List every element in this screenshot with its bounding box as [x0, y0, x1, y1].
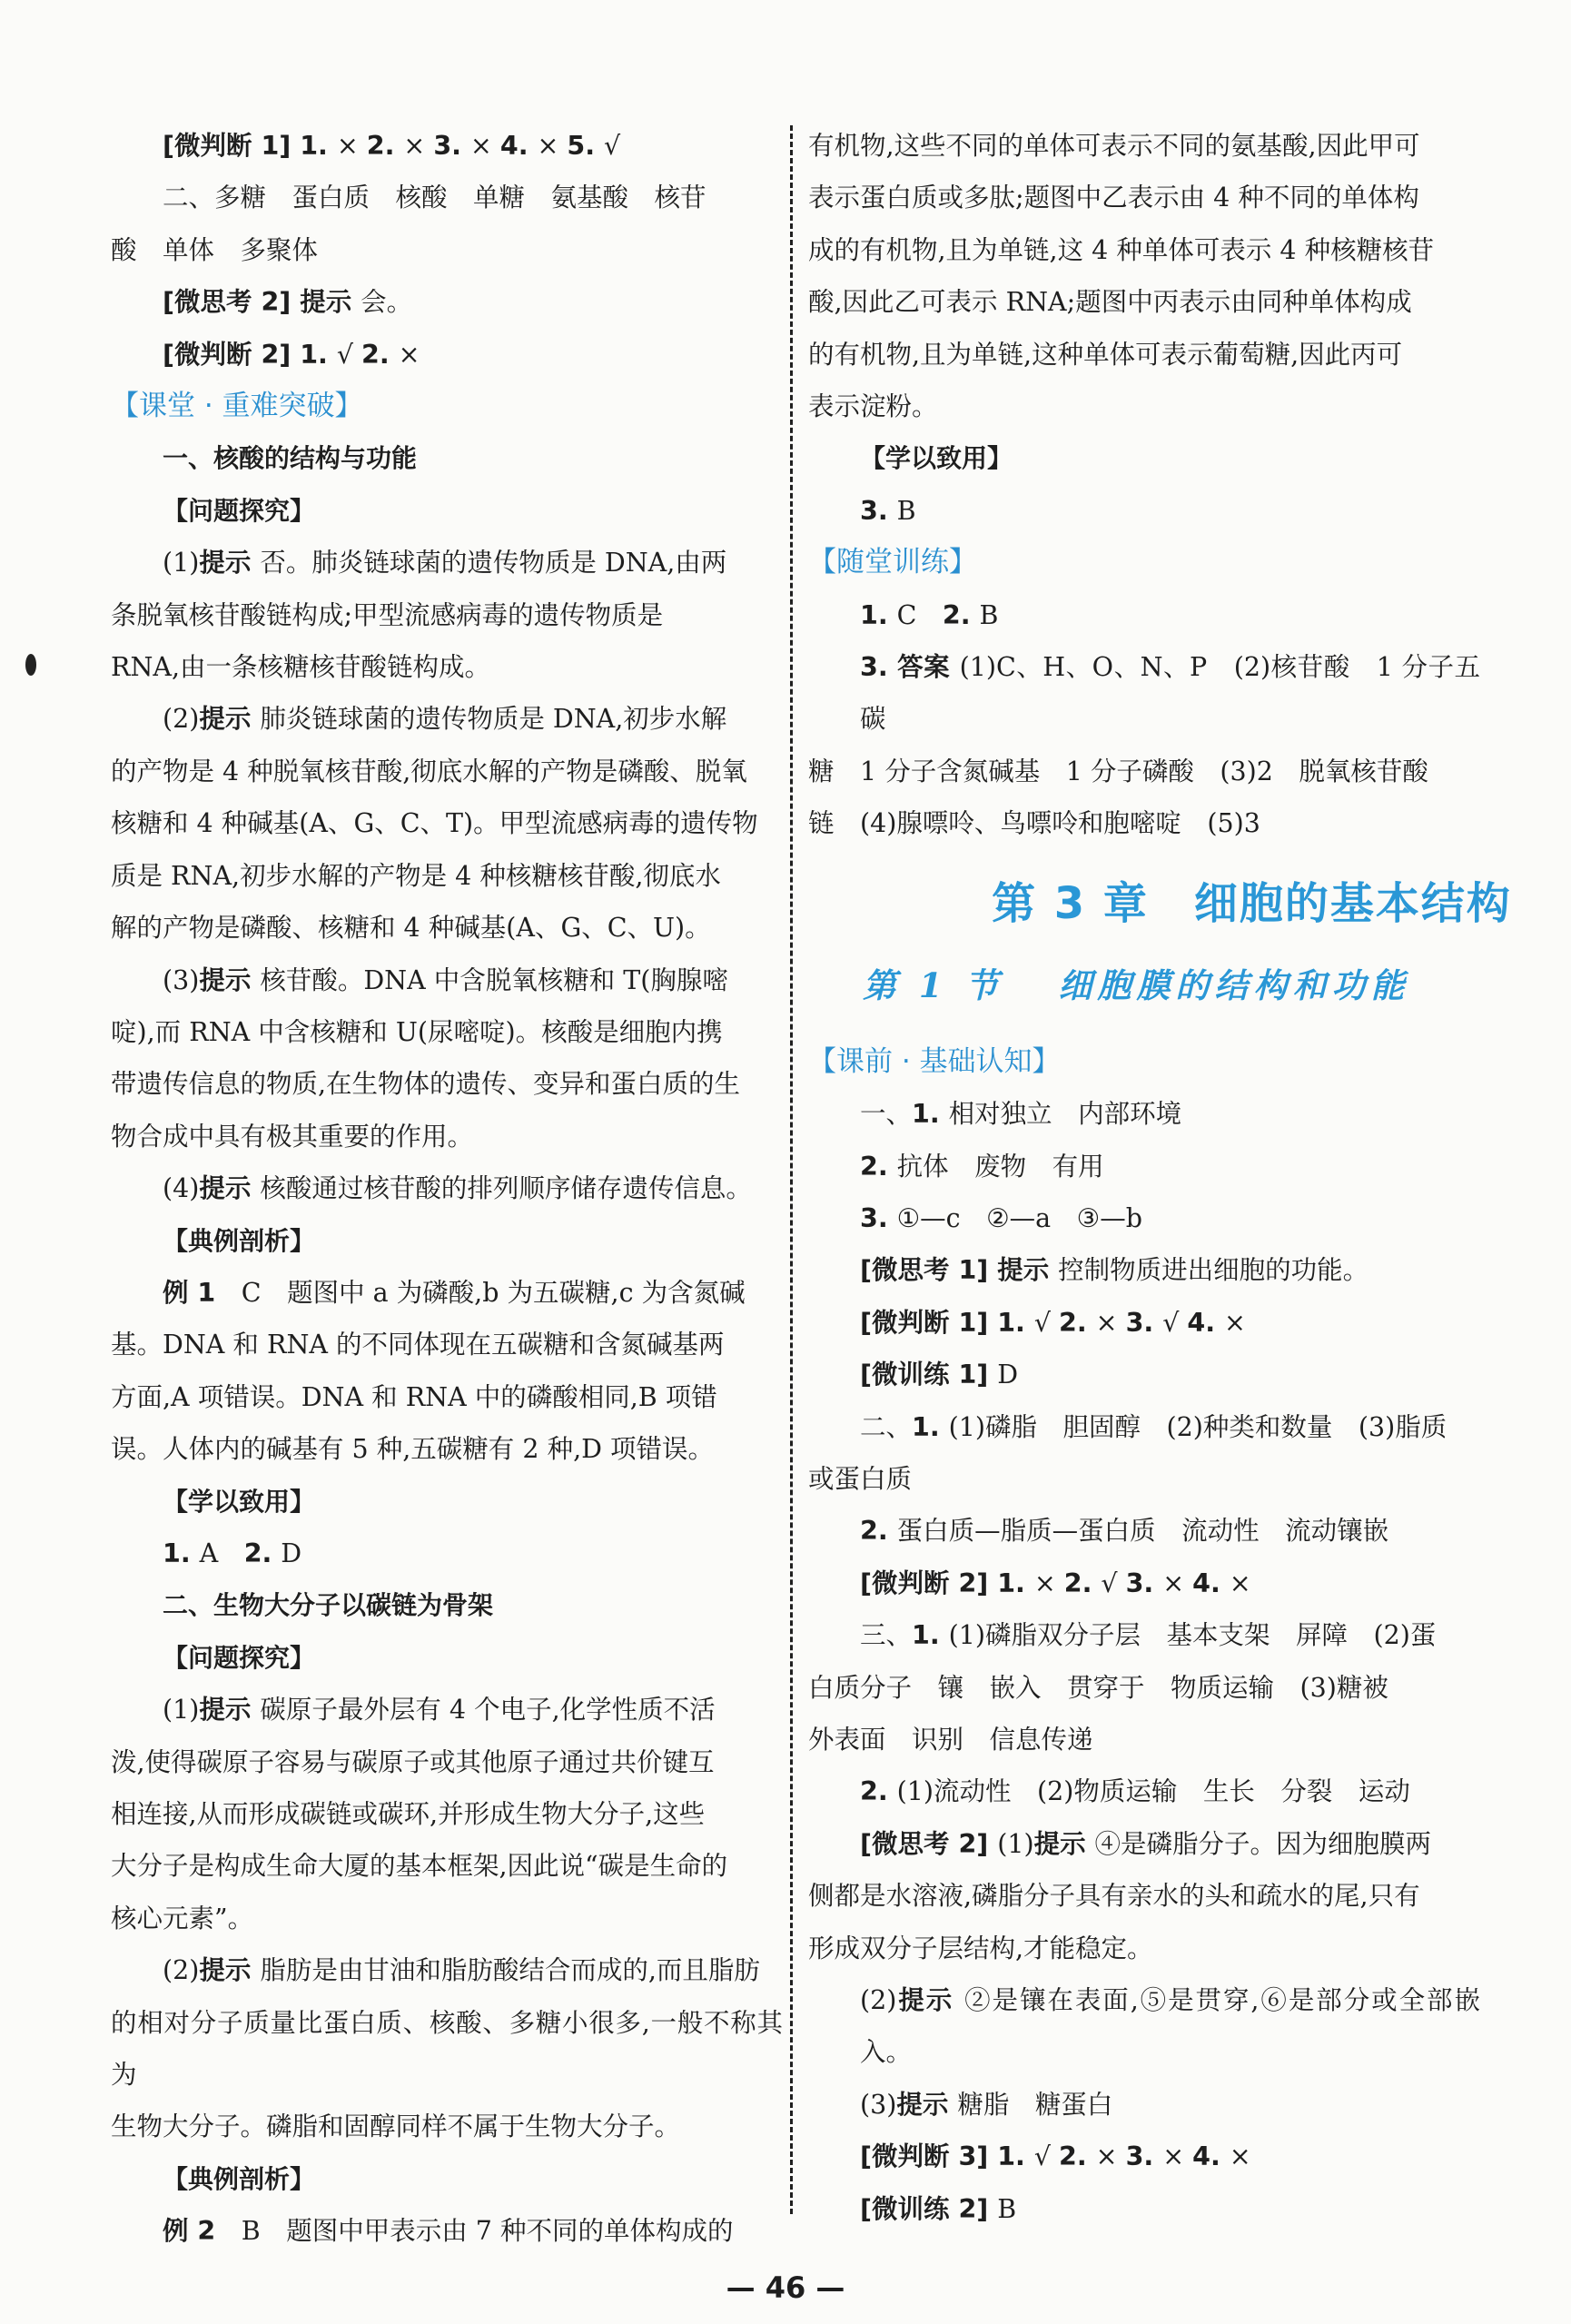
bold-label: 1.	[860, 599, 897, 630]
bold-label: 2.	[942, 599, 980, 630]
text-run: ×	[398, 339, 420, 370]
text-line	[808, 329, 1480, 381]
text-line	[808, 485, 1480, 537]
section-number: 第 1 节	[863, 964, 1004, 1005]
bold-label: 4.	[499, 131, 538, 161]
text-line	[808, 1714, 1480, 1765]
text-run: 相对独立 内部环境	[948, 1099, 1182, 1130]
text-line	[111, 2205, 783, 2257]
bold-label: 2.	[366, 131, 404, 161]
text-line	[111, 1579, 783, 1631]
right-column	[808, 120, 1512, 2235]
bold-label: 提示	[199, 704, 261, 735]
text-run: 侧都是水溶液,磷脂分子具有亲水的头和疏水的尾,只有	[808, 1881, 1420, 1912]
text-line	[808, 2131, 1480, 2182]
text-line	[111, 432, 783, 484]
text-run: 大分子是构成生命大厦的基本框架,因此说“碳是生命的	[111, 1851, 728, 1882]
text-run: ×	[1095, 2141, 1126, 2172]
subheading: 【问题探究】	[163, 1642, 316, 1673]
text-run: √	[1033, 2141, 1060, 2172]
section-banner: 【课堂 · 重难突破】	[111, 390, 363, 423]
bold-label: 提示	[199, 1955, 261, 1986]
text-run: 糖 1 分子含氮碱基 1 分子磷酸 (3)2 脱氧核苷酸	[808, 756, 1428, 786]
text-line	[808, 746, 1480, 797]
text-line	[111, 1840, 783, 1892]
bold-label: [微判断 2] 1.	[860, 1567, 1034, 1598]
bold-label: [微判断 2] 1.	[163, 339, 337, 370]
text-run: 的相对分子质量比蛋白质、核酸、多糖小很多,一般不称其为	[111, 2007, 783, 2091]
text-line	[111, 276, 783, 328]
text-run: ×	[537, 131, 568, 161]
text-run: B	[896, 495, 916, 526]
text-run: 质是 RNA,初步水解的产物是 4 种核糖核苷酸,彻底水	[111, 860, 721, 891]
text-run: 表示蛋白质或多肽;题图中乙表示由 4 种不同的单体构	[808, 183, 1419, 213]
text-line	[808, 381, 1480, 432]
subheading: 【典例剖析】	[163, 2163, 316, 2194]
bold-label: 2.	[860, 1776, 897, 1807]
text-line	[111, 172, 783, 223]
subheading: 【学以致用】	[163, 1486, 316, 1517]
bold-label: 例 1	[163, 1277, 242, 1308]
text-run: 核酸通过核苷酸的排列顺序储存遗传信息。	[260, 1173, 752, 1204]
page-number: — 46 —	[726, 2270, 845, 2305]
text-run: 有机物,这些不同的单体可表示不同的氨基酸,因此甲可	[808, 131, 1420, 161]
bold-label: 1.	[163, 1538, 200, 1568]
text-run: B 题图中甲表示由 7 种不同的单体构成的	[241, 2216, 734, 2247]
text-run: ×	[336, 131, 367, 161]
text-run: 二、	[860, 1411, 913, 1442]
bold-label: 1.	[912, 1411, 949, 1442]
text-line	[111, 589, 783, 641]
text-line	[111, 1528, 783, 1579]
text-line	[111, 1058, 783, 1110]
bold-label: 3.	[1125, 1307, 1163, 1338]
text-line	[808, 1923, 1480, 1974]
text-line	[111, 850, 783, 902]
text-run: 酸 单体 多聚体	[111, 234, 319, 265]
text-line	[111, 641, 783, 693]
text-run: ×	[1162, 2141, 1193, 2172]
bold-label: [微思考 2]	[860, 1828, 998, 1859]
text-line	[808, 172, 1480, 223]
text-run: (1)	[997, 1828, 1034, 1859]
text-run: (1)磷脂 胆固醇 (2)种类和数量 (3)脂质	[948, 1411, 1447, 1442]
text-line	[111, 746, 783, 797]
text-line	[808, 276, 1480, 328]
bold-label: 3. 答案	[860, 652, 960, 683]
bold-label: 4.	[1192, 1567, 1230, 1598]
text-run: √	[604, 131, 621, 161]
bold-label: 2.	[1059, 2141, 1096, 2172]
bold-label: 3.	[1125, 1567, 1163, 1598]
text-run: ×	[1229, 2141, 1251, 2172]
margin-ink-mark	[25, 654, 36, 676]
text-line	[808, 1558, 1480, 1609]
text-run: 成的有机物,且为单链,这 4 种单体可表示 4 种核糖核苷	[808, 234, 1435, 265]
bold-label: 提示	[199, 548, 261, 579]
text-run: (1)磷脂双分子层 基本支架 屏障 (2)蛋	[948, 1620, 1437, 1651]
bold-label: 提示	[199, 964, 261, 995]
text-run: 酸,因此乙可表示 RNA;题图中丙表示由同种单体构成	[808, 287, 1412, 318]
text-line	[111, 2101, 783, 2152]
text-run: 条脱氧核苷酸链构成;甲型流感病毒的遗传物质是	[111, 599, 664, 630]
text-line	[111, 329, 783, 381]
text-run: 或蛋白质	[808, 1463, 913, 1494]
text-run: 泼,使得碳原子容易与碳原子或其他原子通过共价键互	[111, 1746, 715, 1777]
section-name: 细胞膜的结构和功能	[1058, 964, 1410, 1005]
bold-label: 2.	[1059, 1307, 1096, 1338]
text-run: 否。肺炎链球菌的遗传物质是 DNA,由两	[260, 548, 727, 579]
text-line	[808, 1349, 1480, 1400]
text-run: 蛋白质—脂质—蛋白质 流动性 流动镶嵌	[896, 1516, 1389, 1547]
text-line	[111, 1736, 783, 1788]
text-line	[808, 1609, 1480, 1661]
subheading: 【问题探究】	[163, 495, 316, 526]
bold-label: 1.	[912, 1620, 949, 1651]
text-line	[808, 120, 1480, 172]
text-line	[111, 537, 783, 588]
bold-label: 2.	[361, 339, 399, 370]
text-line	[808, 1974, 1480, 2079]
section-banner: 【随堂训练】	[808, 546, 977, 579]
text-run: RNA,由一条核糖核苷酸链构成。	[111, 652, 491, 683]
section-title	[863, 958, 1480, 1013]
text-line	[111, 1371, 783, 1423]
text-line	[808, 1192, 1480, 1244]
text-run: ×	[403, 131, 434, 161]
text-run: 碳原子最外层有 4 个电子,化学性质不活	[260, 1695, 716, 1726]
bold-label: [微判断 1] 1.	[860, 1307, 1034, 1338]
subheading: 【典例剖析】	[163, 1225, 316, 1256]
text-run: ×	[1033, 1567, 1064, 1598]
text-line	[808, 1088, 1480, 1140]
text-line	[111, 1997, 783, 2101]
text-run: (1)C、H、O、N、P (2)核苷酸 1 分子五碳	[860, 652, 1480, 735]
bold-label: [微训练 2]	[860, 2193, 998, 2224]
text-line	[808, 1297, 1480, 1349]
text-run: 核苷酸。DNA 中含脱氧核糖和 T(胸腺嘧	[260, 964, 728, 995]
text-run: 解的产物是磷酸、核糖和 4 种碱基(A、G、C、U)。	[111, 913, 711, 944]
bold-label: 2.	[860, 1516, 897, 1547]
text-run: √	[1162, 1307, 1188, 1338]
bold-label: 提示	[896, 1985, 965, 2015]
bold-label: 4.	[1192, 2141, 1230, 2172]
text-run: 表示淀粉。	[808, 391, 938, 422]
bold-label: [微训练 1]	[860, 1360, 998, 1390]
bold-label: 提示	[199, 1695, 261, 1726]
text-line	[808, 1818, 1480, 1870]
text-line	[111, 1476, 783, 1528]
text-run: ×	[1229, 1567, 1251, 1598]
text-line	[111, 1893, 783, 1944]
bold-label: [微判断 3] 1.	[860, 2141, 1034, 2172]
text-run: √	[1033, 1307, 1060, 1338]
text-line	[808, 1453, 1480, 1505]
text-line	[808, 1401, 1480, 1453]
text-run: 方面,A 项错误。DNA 和 RNA 中的磷酸相同,B 项错	[111, 1381, 717, 1412]
text-run: 基。DNA 和 RNA 的不同体现在五碳糖和含氮碱基两	[111, 1330, 725, 1360]
text-run: (1)	[163, 548, 200, 579]
bold-label: 5.	[567, 131, 604, 161]
text-run: ×	[1162, 1567, 1193, 1598]
text-line	[111, 1423, 783, 1475]
text-run: (3)	[860, 2089, 897, 2120]
text-run: (3)	[163, 964, 200, 995]
text-run: 生物大分子。磷脂和固醇同样不属于生物大分子。	[111, 2111, 681, 2142]
text-line	[808, 2183, 1480, 2235]
bold-label: 2.	[243, 1538, 282, 1568]
text-run: 链 (4)腺嘌呤、鸟嘌呤和胞嘧啶 (5)3	[808, 808, 1260, 839]
text-run: 形成双分子层结构,才能稳定。	[808, 1933, 1153, 1963]
text-line	[111, 1006, 783, 1058]
text-line	[808, 797, 1480, 849]
text-line	[111, 485, 783, 537]
text-line	[111, 120, 783, 172]
text-line	[111, 797, 783, 849]
text-run: 误。人体内的碱基有 5 种,五碳糖有 2 种,D 项错误。	[111, 1434, 715, 1465]
text-run: 二、多糖 蛋白质 核酸 单糖 氨基酸 核苷	[163, 183, 706, 213]
text-line	[111, 1215, 783, 1267]
text-run: (2)	[860, 1985, 897, 2015]
section-banner: 【课前 · 基础认知】	[808, 1044, 1061, 1078]
text-run: A	[199, 1538, 244, 1568]
text-line	[111, 693, 783, 745]
bold-label: 例 2	[163, 2216, 242, 2247]
bold-label: [微判断 1] 1.	[163, 131, 337, 161]
text-line	[111, 1788, 783, 1840]
bold-label: [微思考 1] 提示	[860, 1255, 1059, 1286]
text-run: (1)	[163, 1695, 200, 1726]
text-run: 抗体 废物 有用	[896, 1151, 1104, 1182]
text-run: √	[1101, 1567, 1126, 1598]
text-line	[111, 1944, 783, 1996]
text-run: 糖脂 糖蛋白	[957, 2089, 1113, 2120]
text-line	[111, 1632, 783, 1684]
bold-label: 提示	[896, 2089, 958, 2120]
text-run: 肺炎链球菌的遗传物质是 DNA,初步水解	[260, 704, 727, 735]
text-run: 三、	[860, 1620, 913, 1651]
text-run: 的有机物,且为单链,这种单体可表示葡萄糖,因此丙可	[808, 339, 1403, 370]
text-line	[111, 1111, 783, 1162]
text-line	[111, 2153, 783, 2205]
bold-label: [微思考 2] 提示	[163, 287, 361, 318]
text-run: B	[997, 2193, 1017, 2224]
column-divider	[790, 125, 793, 2214]
text-run: 带遗传信息的物质,在生物体的遗传、变异和蛋白质的生	[111, 1069, 741, 1100]
text-line	[111, 1267, 783, 1319]
text-line	[111, 902, 783, 954]
bold-label: 2.	[860, 1151, 897, 1182]
text-run: 脂肪是由甘油和脂肪酸结合而成的,而且脂肪	[260, 1955, 760, 1986]
text-run: 控制物质进出细胞的功能。	[1058, 1255, 1369, 1286]
bold-label: 3.	[860, 495, 897, 526]
text-line	[808, 589, 1480, 641]
bold-label: 提示	[199, 1173, 261, 1204]
text-run: 核心元素”。	[111, 1903, 254, 1933]
text-run: ×	[1224, 1307, 1246, 1338]
text-run: 核糖和 4 种碱基(A、G、C、T)。甲型流感病毒的遗传物	[111, 808, 758, 839]
text-line	[111, 224, 783, 276]
text-run: C 题图中 a 为磷酸,b 为五碳糖,c 为含氮碱	[241, 1277, 746, 1308]
text-run: D	[281, 1538, 302, 1568]
text-run: 相连接,从而形成碳链或碳环,并形成生物大分子,这些	[111, 1799, 706, 1829]
text-run: 物合成中具有极其重要的作用。	[111, 1121, 474, 1152]
text-line	[111, 1684, 783, 1736]
text-run: (2)	[163, 1955, 200, 1986]
text-line	[808, 1765, 1480, 1817]
text-run: 一、	[860, 1099, 913, 1130]
bold-label: 1.	[912, 1099, 949, 1130]
text-run: 外表面 识别 信息传递	[808, 1724, 1093, 1755]
bold-label: 2.	[1063, 1567, 1102, 1598]
text-run: D	[997, 1360, 1019, 1390]
text-run: C	[896, 599, 943, 630]
text-run: ②是镶在表面,⑤是贯穿,⑥是部分或全部嵌入。	[860, 1985, 1480, 2068]
text-line	[808, 1244, 1480, 1296]
text-run: 白质分子 镶 嵌入 贯穿于 物质运输 (3)糖被	[808, 1672, 1388, 1703]
bold-label: 3.	[860, 1202, 897, 1233]
text-run: (1)流动性 (2)物质运输 生长 分裂 运动	[896, 1776, 1410, 1807]
text-run: (2)	[163, 704, 200, 735]
text-line	[808, 1505, 1480, 1557]
subheading: 二、生物大分子以碳链为骨架	[163, 1590, 494, 1621]
bold-label: 3.	[433, 131, 470, 161]
text-run: 的产物是 4 种脱氧核苷酸,彻底水解的产物是磷酸、脱氧	[111, 756, 747, 786]
bold-label: 提示	[1033, 1828, 1095, 1859]
text-line	[808, 641, 1480, 746]
chapter-title: 第 3 章 细胞的基本结构	[992, 877, 1512, 929]
text-line	[808, 432, 1480, 484]
text-run: √	[336, 339, 362, 370]
text-run: ×	[1095, 1307, 1126, 1338]
bold-label: 4.	[1187, 1307, 1225, 1338]
text-run: (4)	[163, 1173, 200, 1204]
text-line	[808, 224, 1480, 276]
text-line	[808, 1662, 1480, 1714]
text-line	[808, 1870, 1480, 1922]
text-run: ④是磷脂分子。因为细胞膜两	[1094, 1828, 1432, 1859]
text-line	[808, 1141, 1480, 1192]
text-line	[808, 2079, 1480, 2131]
subheading: 一、核酸的结构与功能	[163, 443, 418, 474]
subheading: 【学以致用】	[860, 443, 1013, 474]
left-column	[111, 120, 783, 2258]
text-run: ×	[469, 131, 500, 161]
text-line	[111, 1319, 783, 1370]
text-line	[111, 1162, 783, 1214]
text-run: ①—c ②—a ③—b	[896, 1202, 1142, 1233]
text-run: 啶),而 RNA 中含核糖和 U(尿嘧啶)。核酸是细胞内携	[111, 1016, 723, 1047]
bold-label: 3.	[1125, 2141, 1163, 2172]
text-line	[111, 954, 783, 1006]
text-run: 会。	[361, 287, 413, 318]
text-run: B	[979, 599, 999, 630]
